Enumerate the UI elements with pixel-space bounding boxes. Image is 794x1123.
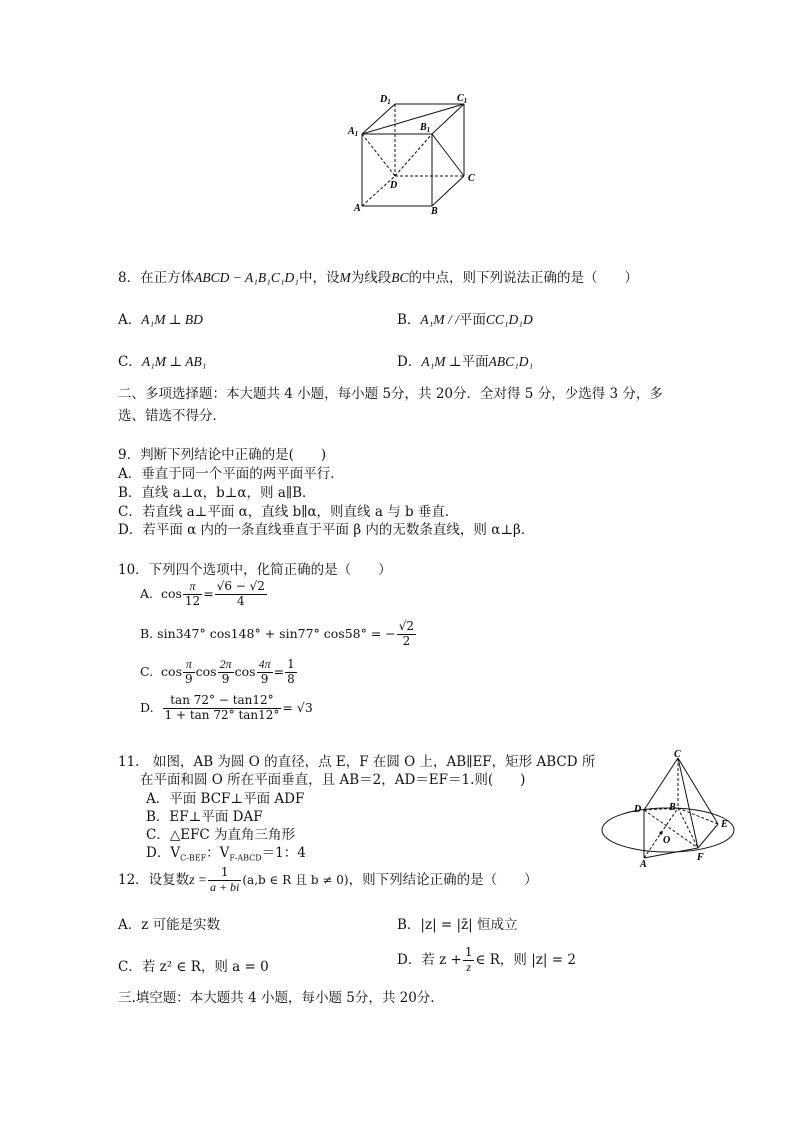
q11-stem-line1: 11. 如图，AB 为圆 O 的直径，点 E，F 在圆 O 上，AB∥EF，矩形 ABCD 所 (118, 754, 596, 770)
q10-option-d: D. $\frac{\tan 72^\circ - \tan 12^\circ}{1 + \tan 72^\circ \tan 12^\circ}$ = √3 (140, 693, 313, 722)
q12-option-d: D．若 z + $\frac{1}{z}$ ∈ R，则 |z| = 2 (397, 945, 576, 974)
fig11-label-d: D (634, 804, 642, 815)
q9-option-d: D．若平面 α 内的一条直线垂直于平面 β 内的无数条直线，则 α⊥β． (118, 522, 535, 538)
label-c: C (468, 173, 475, 184)
q8-option-c: C．A₁M ⊥ AB₁ (118, 354, 207, 370)
q10-option-a: A. cos $\frac{\pi}{12}$ = $\frac{√6 - √2}{4}$ (140, 579, 265, 608)
q9-stem: 9．判断下列结论中正确的是( ) (118, 447, 327, 463)
q9-option-a: A．垂直于同一个平面的两平面平行． (118, 466, 344, 482)
circle-rectangle-figure (598, 748, 738, 868)
label-c1: $C_1$ (457, 93, 468, 105)
label-b: B (431, 206, 438, 217)
label-d: D (390, 180, 398, 191)
q11-option-a: A．平面 BCF⊥平面 ADF (146, 791, 305, 807)
q12-stem: 12．设复数z = $\frac{1}{a + bi}$ (a,b ∈ R 且 b ≠ 0)，则下列结论正确的是（ ） (118, 865, 538, 894)
section3-heading: 三.填空题：本大题共 4 小题，每小题 5分，共 20分. (118, 990, 435, 1006)
q10-stem: 10．下列四个选项中，化简正确的是（ ） (118, 562, 392, 578)
cube-figure (340, 90, 480, 220)
section2-heading-line2: 选、错选不得分． (118, 408, 226, 424)
q12-option-b: B．|z| = |z̄| 恒成立 (397, 917, 518, 933)
label-a1: $A_1$ (348, 126, 359, 138)
fig11-label-a: A (640, 859, 647, 868)
section2-heading-line1: 二、多项选择题：本大题共 4 小题，每小题 5分，共 20分．全对得 5 分，少选得 3 分，多 (118, 386, 663, 402)
q12-option-c: C．若 z² ∈ R，则 a = 0 (118, 959, 269, 975)
q11-option-c: C．△EFC 为直角三角形 (146, 827, 296, 843)
q11-stem-line2: 在平面和圆 O 所在平面垂直，且 AB＝2，AD＝EF＝1.则( ) (140, 772, 526, 788)
label-b1: $B_1$ (420, 122, 431, 134)
label-d1: $D_1$ (380, 94, 391, 106)
q10-option-b: B. sin347° cos148° + sin77° cos58° = − $\frac{√2}{2}$ (140, 619, 415, 648)
q10-option-c: C. cos $\frac{\pi}{9}$ cos $\frac{2\pi}{9}$ cos $\frac{4\pi}{9}$ = $\frac{1}{8}$ (140, 657, 295, 686)
q9-option-c: C．若直线 a⊥平面 α，直线 b∥α，则直线 a 与 b 垂直． (118, 504, 459, 520)
fig11-label-e: E (721, 819, 728, 830)
q8-option-a: A．A₁M ⊥ BD (118, 312, 203, 328)
q9-option-b: B．直线 a⊥α，b⊥α，则 a∥B． (118, 485, 316, 501)
q8-option-b: B．A₁M / /平面CC₁D₁D (397, 312, 533, 328)
q11-option-d: D．$V_{C-BEF}$：$V_{F-ABCD}=1$：4 (146, 845, 306, 863)
fig11-label-f: F (697, 852, 704, 863)
fig11-label-c: C (674, 749, 681, 760)
q8-stem: 8．在正方体ABCD − A₁B₁C₁D₁中，设M为线段BC的中点，则下列说法正确的是（ ） (118, 270, 638, 286)
q8-option-d: D．A₁M ⊥平面ABC₁D₁ (397, 354, 534, 370)
q11-option-b: B．EF⊥平面 DAF (146, 809, 263, 825)
label-a: A (354, 203, 361, 214)
fig11-label-o: O (663, 835, 671, 846)
q12-option-a: A．z 可能是实数 (118, 917, 221, 933)
fig11-label-b: B (669, 802, 676, 813)
